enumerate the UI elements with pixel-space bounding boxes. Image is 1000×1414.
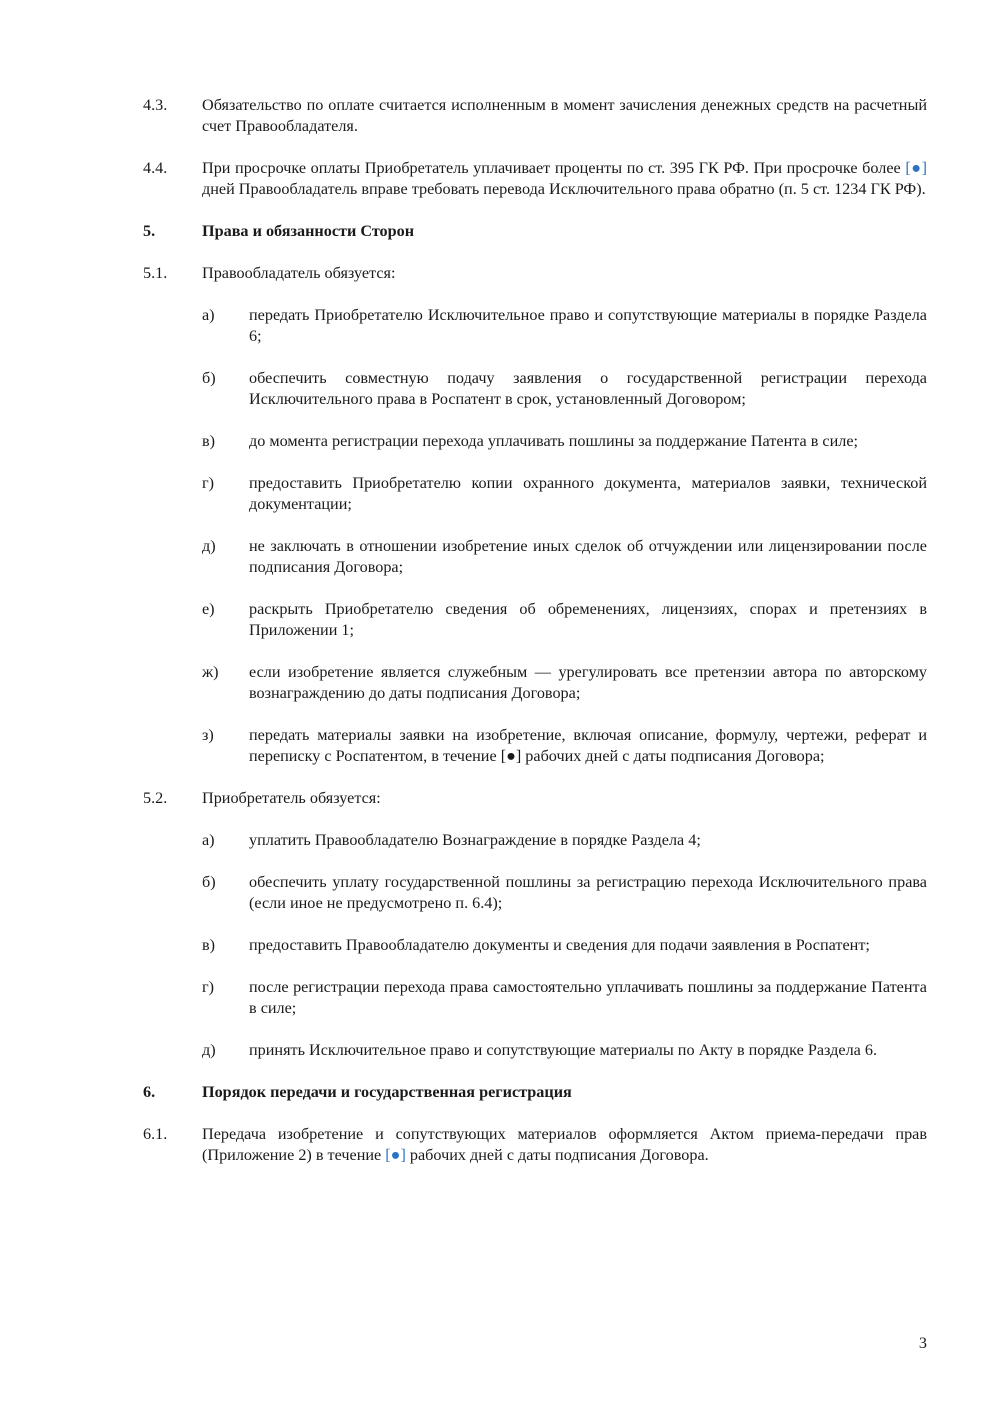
list-item-text: уплатить Правообладателю Вознаграждение в порядке Раздела 4; [249,831,701,849]
section-title: Права и обязанности Сторон [202,222,415,240]
list-letter: г) [202,474,215,492]
list-item [202,830,927,851]
list-item [202,1040,927,1061]
clause-text-part: Передача изобретение и сопутствующих материалов оформляется Актом приема-передачи прав (Приложение 2) в течение [202,1125,927,1164]
clause-6-1 [143,1124,927,1166]
clause-5-1-list [202,305,927,767]
list-item [202,977,927,1019]
clause-number: 6.1. [143,1125,168,1143]
clause-text: Правообладатель обязуется: [202,264,396,282]
list-item-text: обеспечить уплату государственной пошлины за регистрацию перехода Исключительного права (если иное не предусмотрено п. 6.4); [249,873,927,912]
list-letter: а) [202,306,215,324]
section-5-heading [143,221,927,242]
list-item [202,431,927,452]
clause-5-1 [143,263,927,284]
list-letter: д) [202,537,216,555]
placeholder-field: [●] [385,1146,406,1164]
list-item-text: предоставить Приобретателю копии охранного документа, материалов заявки, технической документации; [249,474,927,513]
list-item [202,305,927,347]
list-letter: е) [202,600,215,618]
list-item [202,368,927,410]
list-item-text: обеспечить совместную подачу заявления о государственной регистрации перехода Исключительного права в Роспатент в срок, установленный Договором; [249,369,927,408]
list-item [202,536,927,578]
clause-number: 4.4. [143,159,168,177]
section-6-heading [143,1082,927,1103]
clause-text [202,158,927,200]
list-item [202,872,927,914]
list-item-text: не заключать в отношении изобретение иных сделок об отчуждении или лицензировании после подписания Договора; [249,537,927,576]
clause-text: Обязательство по оплате считается исполненным в момент зачисления денежных средств на расчетный счет Правообладателя. [202,96,927,135]
list-item [202,935,927,956]
clause-5-2-list [202,830,927,1061]
list-letter: в) [202,432,216,450]
clause-number: 5.1. [143,264,168,282]
clause-number: 5.2. [143,789,168,807]
list-letter: г) [202,978,215,996]
list-item [202,473,927,515]
clause-4-4 [143,158,927,200]
list-item-text: до момента регистрации перехода уплачивать пошлины за поддержание Патента в силе; [249,432,859,450]
clause-text [202,1124,927,1166]
section-title: Порядок передачи и государственная регистрация [202,1083,572,1101]
list-letter: б) [202,873,216,891]
list-letter: ж) [202,663,219,681]
list-item-text: раскрыть Приобретателю сведения об обременениях, лицензиях, спорах и претензиях в Приложении 1; [249,600,927,639]
clause-4-3 [143,95,927,137]
section-number: 5. [143,222,156,240]
placeholder-field: [●] [905,159,927,177]
clause-5-2 [143,788,927,809]
list-letter: б) [202,369,216,387]
list-item-text: после регистрации перехода права самостоятельно уплачивать пошлины за поддержание Патента в силе; [249,978,927,1017]
clause-text-part: дней Правообладатель вправе требовать перевода Исключительного права обратно (п. 5 ст. 1234 ГК РФ). [202,180,926,198]
list-item [202,662,927,704]
list-item-text: предоставить Правообладателю документы и сведения для подачи заявления в Роспатент; [249,936,870,954]
list-item [202,599,927,641]
list-letter: д) [202,1041,216,1059]
list-letter: а) [202,831,215,849]
list-item-text: принять Исключительное право и сопутствующие материалы по Акту в порядке Раздела 6. [249,1041,878,1059]
clause-text-part: рабочих дней с даты подписания Договора. [405,1146,709,1164]
document-body [143,95,927,1187]
clause-number: 4.3. [143,96,168,114]
clause-text: Приобретатель обязуется: [202,789,381,807]
page-number: 3 [918,1334,927,1352]
list-item-text: если изобретение является служебным — урегулировать все претензии автора по авторскому вознаграждению до даты подписания Договора; [249,663,927,702]
list-item-text: передать материалы заявки на изобретение, включая описание, формулу, чертежи, реферат и переписку с Роспатентом, в течение [●] рабочих дней с даты подписания Договора; [249,726,927,765]
list-item-text: передать Приобретателю Исключительное право и сопутствующие материалы в порядке Раздела 6; [249,306,927,345]
section-number: 6. [143,1083,156,1101]
clause-text-part: При просрочке оплаты Приобретатель уплачивает проценты по ст. 395 ГК РФ. При просрочке более [202,159,906,177]
list-letter: в) [202,936,216,954]
list-item [202,725,927,767]
list-letter: з) [202,726,214,744]
